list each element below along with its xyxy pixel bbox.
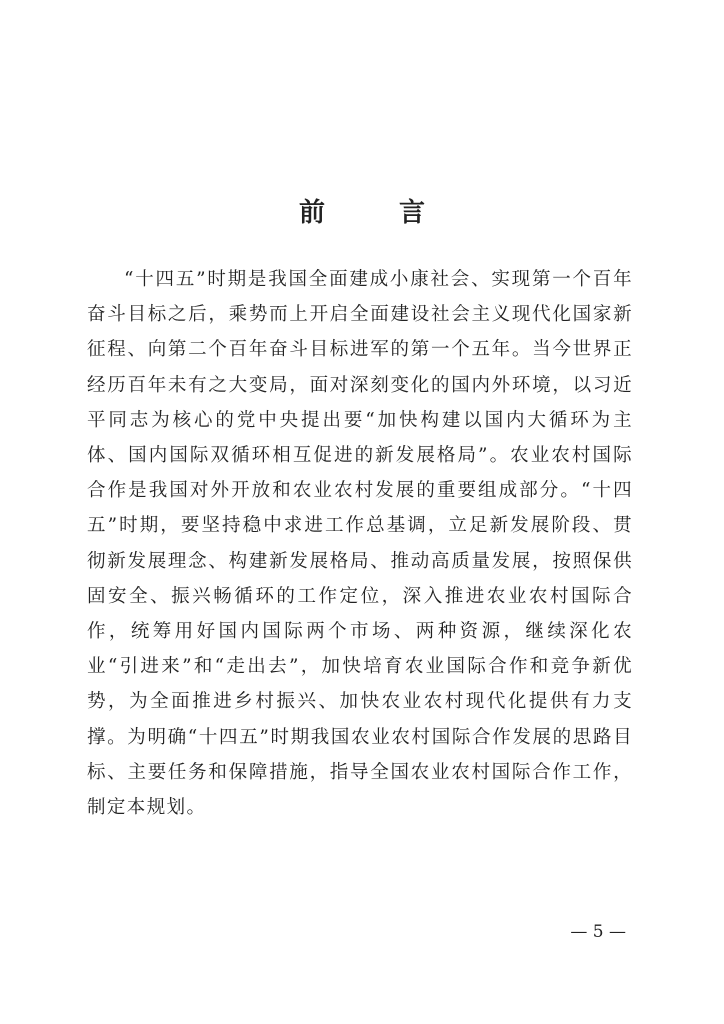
page-title: 前 言	[298, 198, 449, 228]
preface-paragraph: “十四五”时期是我国全面建成小康社会、实现第一个百年奋斗目标之后，乘势而上开启全面建设社会主义现代化国家新征程、向第二个百年奋斗目标进军的第一个五年。当今世界正经历百年未有之大变局，面对深刻变化的国内外环境，以习近平同志为核心的党中央提出要“加快构建以国内大循环为主体、国内国际双循环相互促进的新发展格局”。农业农村国际合作是我国对外开放和农业农村发展的重要组成部分。“十四五”时期，要坚持稳中求进工作总基调，立足新发展阶段、贯彻新发展理念、构建新发展格局、推动高质量发展，按照保供固安全、振兴畅循环的工作定位，深入推进农业农村国际合作，统筹用好国内国际两个市场、两种资源，继续深化农业“引进来”和“走出去”，加快培育农业国际合作和竞争新优势，为全面推进乡村振兴、加快农业农村现代化提供有力支撑。为明确“十四五”时期我国农业农村国际合作发展的思路目标、主要任务和保障措施，指导全国农业农村国际合作工作，制定本规划。	[87, 269, 633, 819]
page-number: — 5 —	[570, 922, 626, 942]
